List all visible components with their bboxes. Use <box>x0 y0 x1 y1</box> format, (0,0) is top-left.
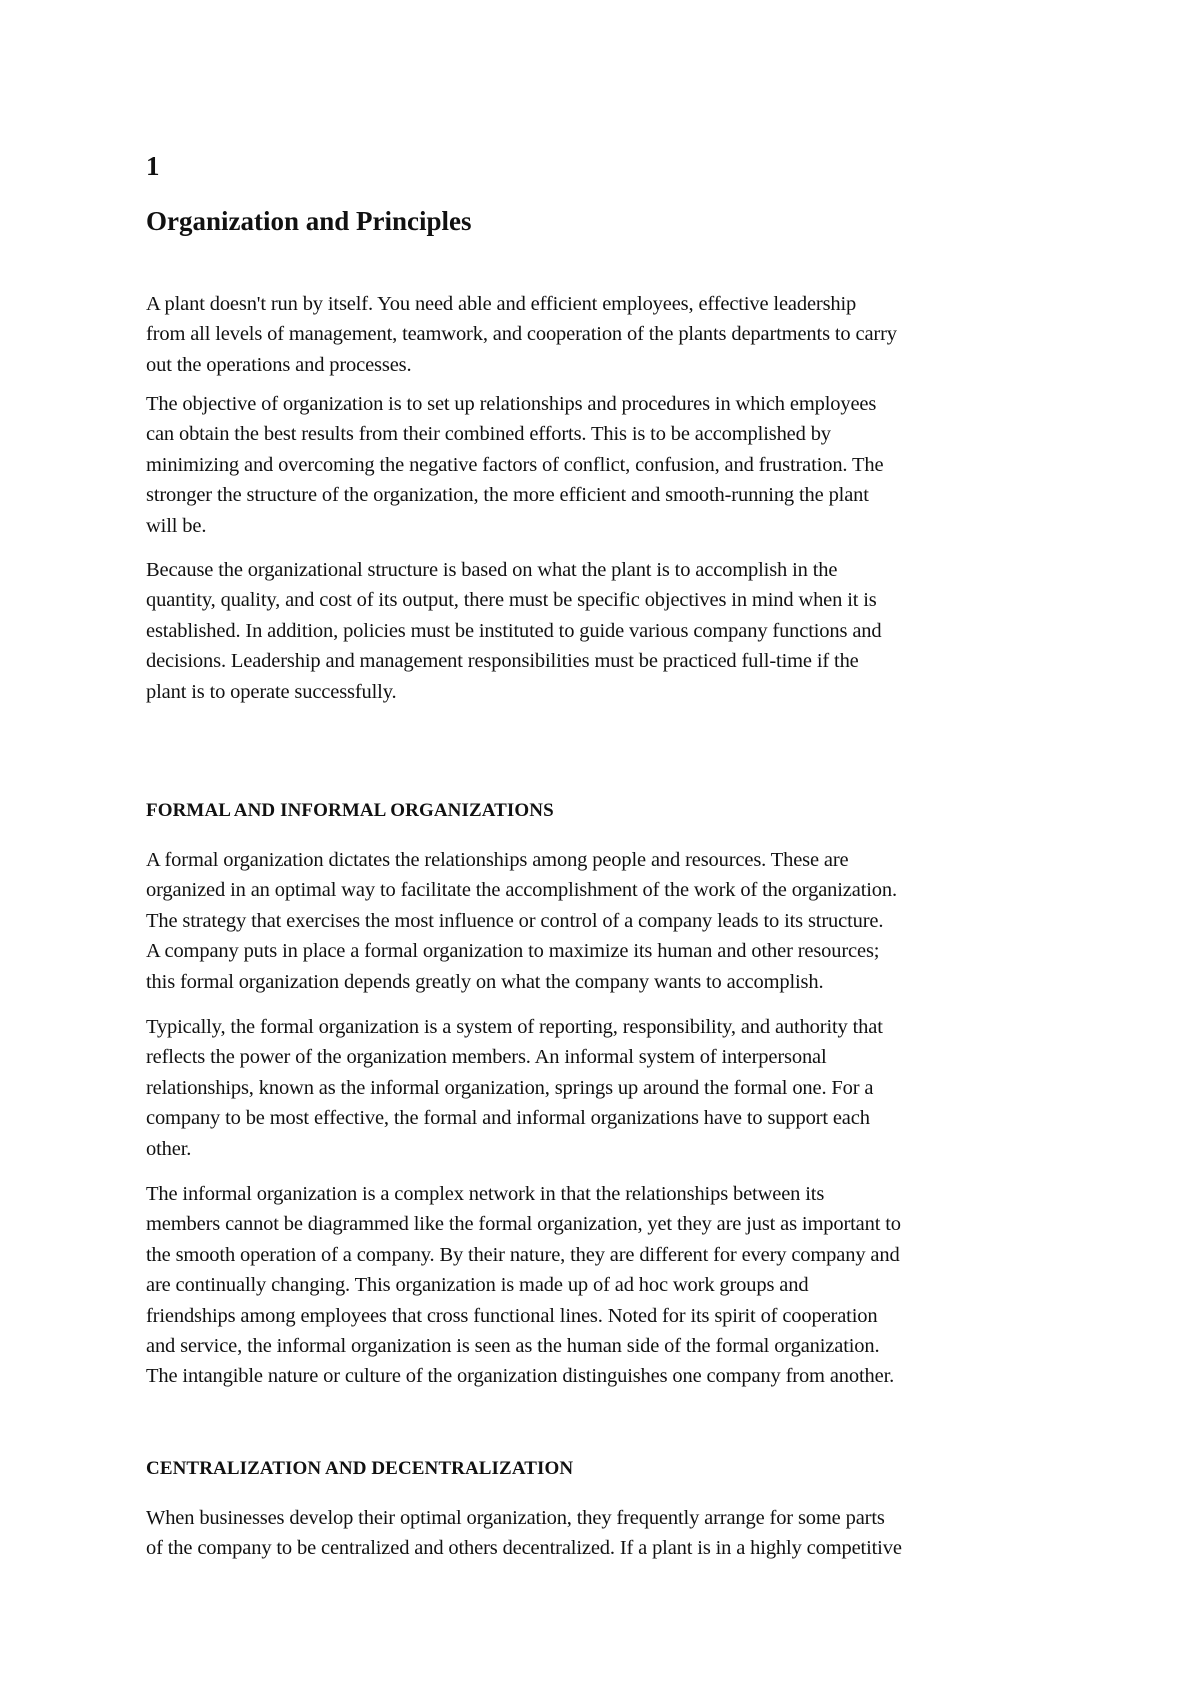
text-line: Typically, the formal organization is a system of reporting, responsibility, and authority that <box>146 1016 883 1038</box>
text-line: out the operations and processes. <box>146 353 412 376</box>
text-line: and service, the informal organization is seen as the human side of the formal organization. <box>146 1335 880 1358</box>
text-line: stronger the structure of the organization, the more efficient and smooth-running the plant <box>146 484 869 507</box>
section-paragraph <box>146 1179 1086 1392</box>
chapter-number: 1 <box>146 151 160 181</box>
text-line: members cannot be diagrammed like the formal organization, yet they are just as important to <box>146 1213 901 1236</box>
text-line: The strategy that exercises the most influence or control of a company leads to its structure. <box>146 909 884 932</box>
text-line: relationships, known as the informal organization, springs up around the formal one. For a <box>146 1076 874 1099</box>
text-line: from all levels of management, teamwork, and cooperation of the plants departments to carry <box>146 323 897 346</box>
text-line: will be. <box>146 514 207 537</box>
text-line: plant is to operate successfully. <box>146 680 397 703</box>
section-paragraph <box>146 845 1086 997</box>
text-line: the smooth operation of a company. By their nature, they are different for every company and <box>146 1243 900 1266</box>
section-paragraph <box>146 1012 1086 1164</box>
text-line: other. <box>146 1137 192 1160</box>
text-line: reflects the power of the organization members. An informal system of interpersonal <box>146 1046 827 1069</box>
text-line: established. In addition, policies must be instituted to guide various company functions and <box>146 619 882 642</box>
intro-paragraph <box>146 289 1086 380</box>
text-line: A formal organization dictates the relationships among people and resources. These are <box>146 849 849 871</box>
text-line: The intangible nature or culture of the organization distinguishes one company from another. <box>146 1365 895 1388</box>
text-line: When businesses develop their optimal organization, they frequently arrange for some parts <box>146 1507 885 1529</box>
text-line: The informal organization is a complex network in that the relationships between its <box>146 1183 825 1205</box>
text-line: A plant doesn't run by itself. You need able and efficient employees, effective leadership <box>146 293 857 315</box>
text-line: of the company to be centralized and others decentralized. If a plant is in a highly competitive <box>146 1537 902 1560</box>
text-line: quantity, quality, and cost of its output, there must be specific objectives in mind when it is <box>146 589 877 612</box>
text-line: The objective of organization is to set up relationships and procedures in which employees <box>146 393 877 415</box>
text-line: are continually changing. This organization is made up of ad hoc work groups and <box>146 1274 809 1297</box>
section-heading-centralization: CENTRALIZATION AND DECENTRALIZATION <box>146 1458 574 1479</box>
intro-paragraph <box>146 555 1086 707</box>
section-heading-formal-informal: FORMAL AND INFORMAL ORGANIZATIONS <box>146 800 554 821</box>
text-line: organized in an optimal way to facilitate the accomplishment of the work of the organization. <box>146 879 897 902</box>
text-line: friendships among employees that cross functional lines. Noted for its spirit of cooperation <box>146 1304 878 1327</box>
text-line: can obtain the best results from their combined efforts. This is to be accomplished by <box>146 423 831 446</box>
intro-paragraph <box>146 389 1086 541</box>
text-line: this formal organization depends greatly on what the company wants to accomplish. <box>146 970 824 993</box>
text-line: Because the organizational structure is based on what the plant is to accomplish in the <box>146 559 838 581</box>
chapter-title: Organization and Principles <box>146 206 472 236</box>
text-line: decisions. Leadership and management responsibilities must be practiced full-time if the <box>146 650 859 673</box>
text-line: company to be most effective, the formal and informal organizations have to support each <box>146 1107 870 1130</box>
text-line: minimizing and overcoming the negative factors of conflict, confusion, and frustration. The <box>146 453 884 476</box>
section-paragraph <box>146 1503 1086 1564</box>
text-line: A company puts in place a formal organization to maximize its human and other resources; <box>146 940 880 963</box>
